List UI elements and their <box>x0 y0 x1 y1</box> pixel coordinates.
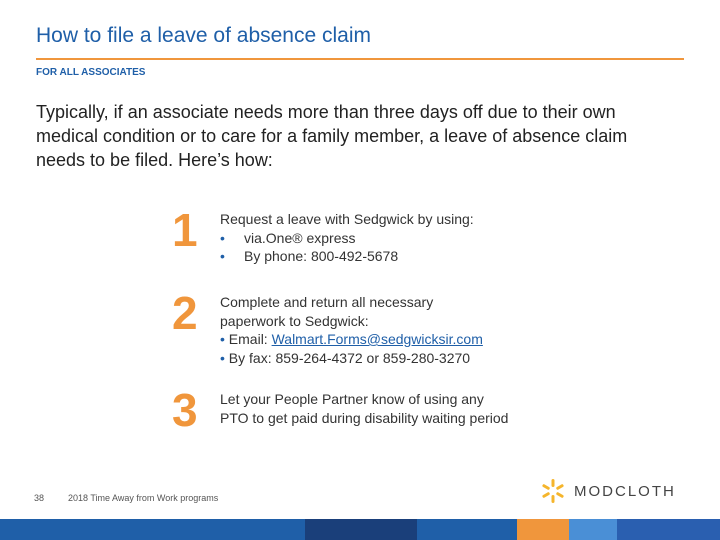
spark-icon <box>540 478 566 504</box>
list-item: • via.One® express <box>220 229 356 246</box>
page-title: How to file a leave of absence claim <box>36 24 372 47</box>
step-number: 3 <box>172 384 198 436</box>
band-segment <box>617 519 720 540</box>
band-segment <box>0 519 305 540</box>
bullet-icon: • <box>220 331 229 347</box>
email-link[interactable]: Walmart.Forms@sedgwicksir.com <box>271 331 483 347</box>
footer-color-band <box>0 519 720 540</box>
step-number: 2 <box>172 287 198 339</box>
step-number: 1 <box>172 204 198 256</box>
bullet-icon: • <box>220 248 225 264</box>
page-subtitle: FOR ALL ASSOCIATES <box>36 67 146 78</box>
bullet-icon: • <box>220 229 225 246</box>
modcloth-logo <box>540 478 676 504</box>
logo-text: MODCLOTH <box>574 482 676 500</box>
step-text: Let your People Partner know of using any <box>220 391 484 407</box>
footer-text: 2018 Time Away from Work programs <box>68 493 219 503</box>
bullet-icon: • <box>220 349 229 366</box>
list-item: • Email: Walmart.Forms@sedgwicksir.com <box>220 331 483 347</box>
list-item: • By phone: 800-492-5678 <box>220 248 399 264</box>
step-text: Complete and return all necessary <box>220 294 434 310</box>
step-body <box>220 390 680 427</box>
step-body <box>220 293 680 367</box>
band-segment <box>517 519 569 540</box>
band-segment <box>417 519 517 540</box>
page-number: 38 <box>34 493 45 503</box>
band-segment <box>305 519 417 540</box>
step-body <box>220 210 680 266</box>
step-text: Request a leave with Sedgwick by using: <box>220 211 474 227</box>
step-text: PTO to get paid during disability waiting period <box>220 409 509 426</box>
title-divider <box>36 58 684 60</box>
list-item: • By fax: 859-264-4372 or 859-280-3270 <box>220 349 471 366</box>
band-segment <box>569 519 617 540</box>
step-text: paperwork to Sedgwick: <box>220 312 369 329</box>
intro-paragraph: Typically, if an associate needs more than three days off due to their own medical condition or to care for a family member, a leave of absence claim needs to be filed. Here’s how: <box>36 102 628 170</box>
